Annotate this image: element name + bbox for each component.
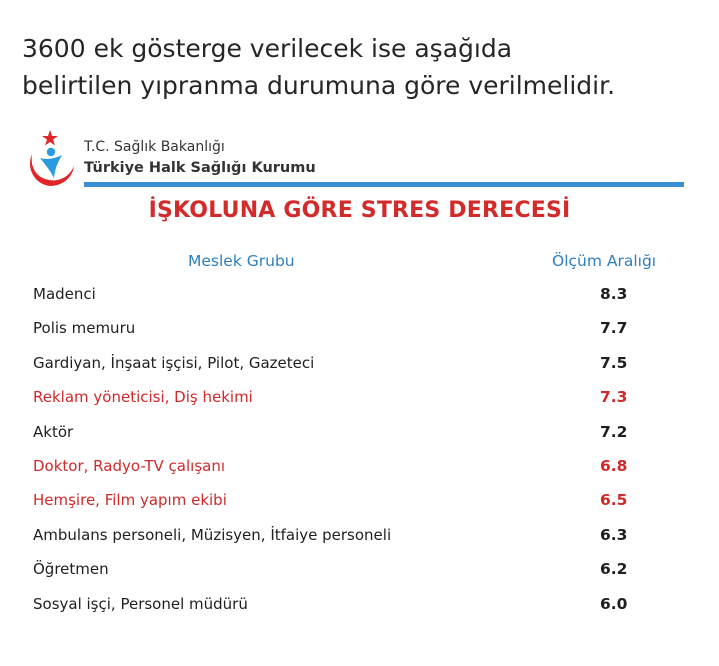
- score-cell: 6.8: [600, 456, 628, 475]
- occupation-cell: Hemşire, Film yapım ekibi: [33, 491, 227, 510]
- org-name-institute: Türkiye Halk Sağlığı Kurumu: [84, 160, 316, 176]
- table-row: [0, 345, 719, 379]
- occupation-cell: Öğretmen: [33, 560, 109, 579]
- org-name-ministry: T.C. Sağlık Bakanlığı: [84, 139, 225, 155]
- table-row: [0, 414, 719, 448]
- occupation-cell: Sosyal işçi, Personel müdürü: [33, 594, 248, 613]
- table-row: [0, 586, 719, 620]
- score-cell: 6.5: [600, 491, 628, 510]
- caption-line-2: belirtilen yıpranma durumuna göre verilmelidir.: [22, 71, 616, 100]
- occupation-cell: Doktor, Radyo-TV çalışanı: [33, 456, 225, 475]
- header-divider: [84, 182, 684, 187]
- occupation-cell: Aktör: [33, 422, 74, 441]
- post-caption: [22, 30, 702, 104]
- table-row: [0, 551, 719, 585]
- caption-line-1: 3600 ek gösterge verilecek ise aşağıda: [22, 34, 513, 63]
- score-cell: 8.3: [600, 285, 628, 303]
- table-row: [0, 517, 719, 551]
- table-row: [0, 379, 719, 413]
- column-header-score: Ölçüm Aralığı: [552, 252, 657, 270]
- score-cell: 7.2: [600, 422, 628, 441]
- occupation-cell: Polis memuru: [33, 319, 136, 338]
- occupation-cell: Gardiyan, İnşaat işçisi, Pilot, Gazeteci: [33, 353, 315, 372]
- table-title: İŞKOLUNA GÖRE STRES DERECESİ: [148, 198, 571, 223]
- stress-table: [0, 276, 719, 620]
- health-ministry-logo-icon: [24, 128, 76, 190]
- table-row: [0, 276, 719, 310]
- score-cell: 7.5: [600, 353, 628, 372]
- table-row: [0, 448, 719, 482]
- score-cell: 7.3: [600, 388, 628, 407]
- occupation-cell: Reklam yöneticisi, Diş hekimi: [33, 388, 253, 407]
- column-header-occupation: Meslek Grubu: [188, 252, 295, 270]
- score-cell: 7.7: [600, 319, 628, 338]
- occupation-cell: Madenci: [33, 285, 96, 303]
- score-cell: 6.0: [600, 594, 628, 613]
- table-row: [0, 310, 719, 344]
- occupation-cell: Ambulans personeli, Müzisyen, İtfaiye personeli: [33, 525, 392, 544]
- score-cell: 6.3: [600, 525, 628, 544]
- table-row: [0, 482, 719, 516]
- score-cell: 6.2: [600, 560, 628, 579]
